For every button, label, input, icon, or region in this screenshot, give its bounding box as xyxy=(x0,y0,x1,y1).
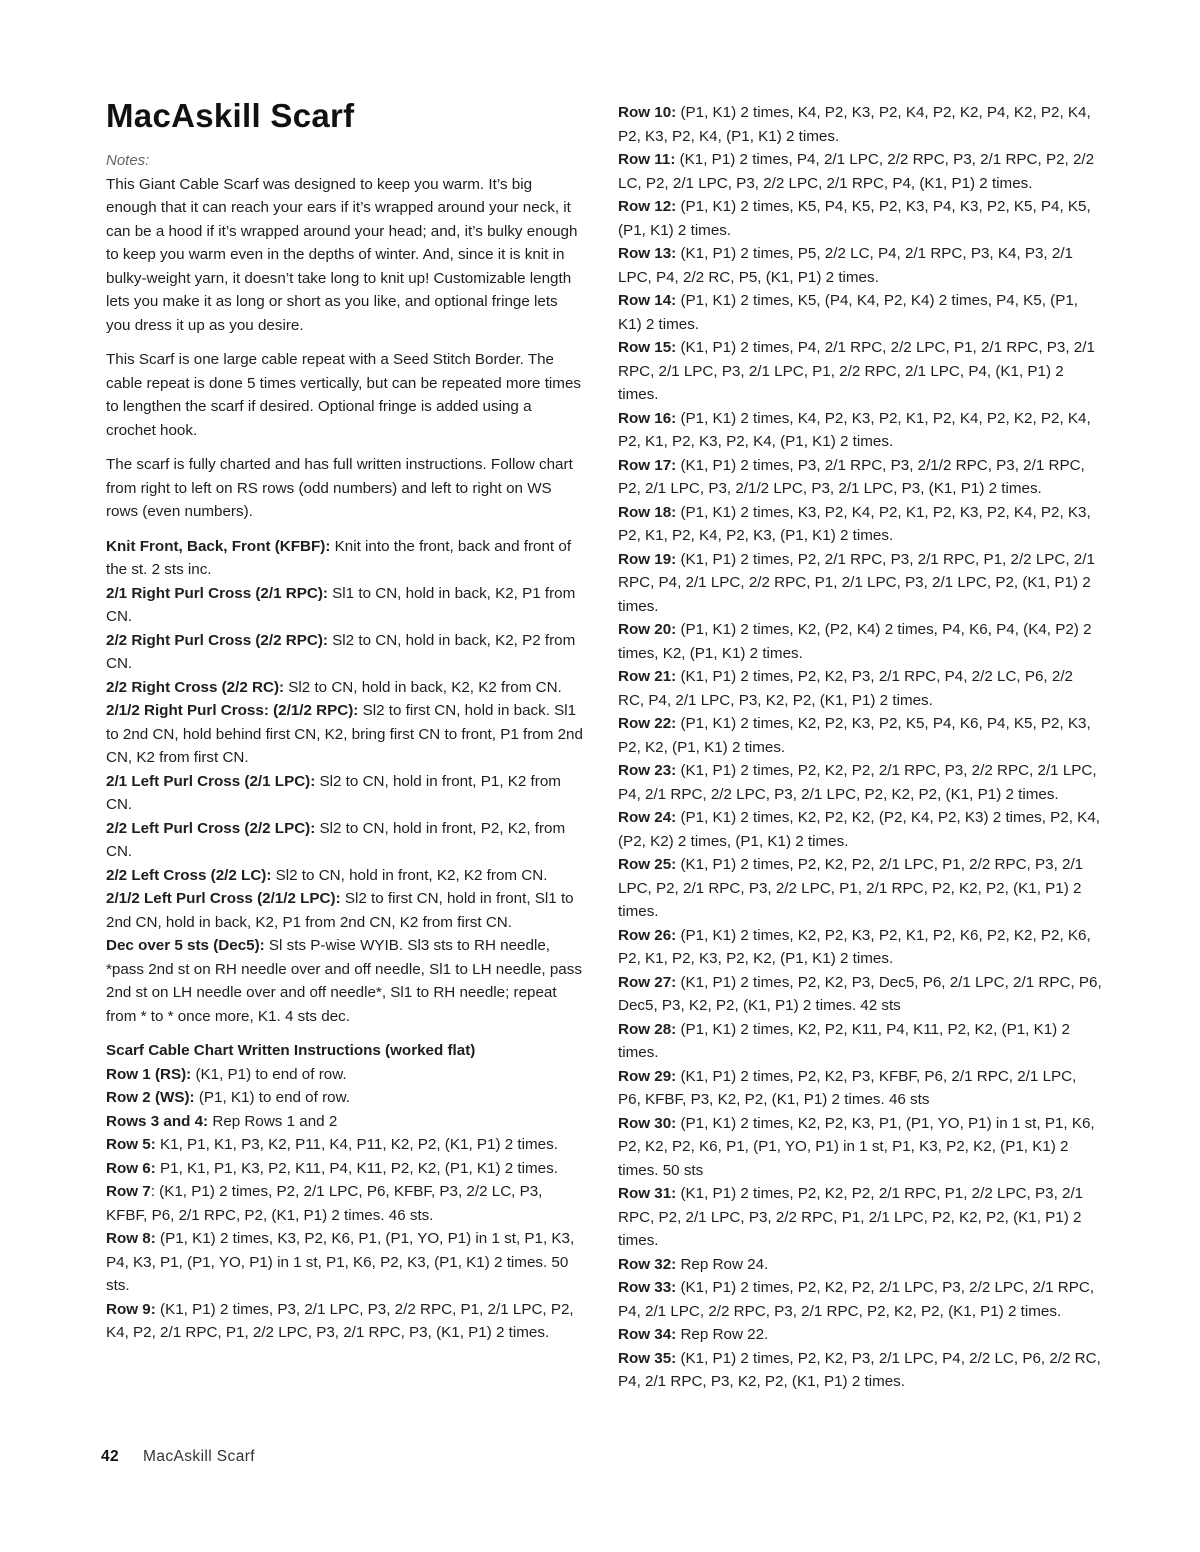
row-text: Rep Rows 1 and 2 xyxy=(208,1112,338,1130)
instructions-heading: Scarf Cable Chart Written Instructions (worked flat) xyxy=(106,1042,476,1059)
definition-text: Sl2 to CN, hold in front, P2, K2, from CN. xyxy=(106,819,566,860)
left-column xyxy=(106,149,584,1345)
row-label: Row 20: xyxy=(618,621,677,638)
page-footer xyxy=(101,1448,255,1466)
definition-text: Sl2 to CN, hold in front, K2, K2 from CN. xyxy=(271,866,548,884)
definition-item xyxy=(106,582,584,629)
row-instruction xyxy=(618,454,1102,501)
row-instruction xyxy=(618,336,1102,407)
row-text: (P1, K1) 2 times, K4, P2, K3, P2, K1, P2, K4, P2, K2, P2, K4, P2, K1, P2, K3, P2, K4, (P1, K1) 2 times. xyxy=(618,409,1091,450)
definition-item xyxy=(106,934,584,1028)
page-title: MacAskill Scarf xyxy=(106,97,355,134)
row-text: (K1, P1) 2 times, P2, K2, P3, Dec5, P6, 2/1 LPC, 2/1 RPC, P6, Dec5, P3, K2, P2, (K1, P1) 2 times. 42 sts xyxy=(618,973,1102,1014)
row-label: Row 31: xyxy=(618,1185,677,1202)
row-instruction xyxy=(618,1182,1102,1253)
row-text: (P1, K1) 2 times, K5, (P4, K4, P2, K4) 2 times, P4, K5, (P1, K1) 2 times. xyxy=(618,292,1079,333)
definition-term: 2/2 Left Purl Cross (2/2 LPC): xyxy=(106,819,316,837)
definition-item xyxy=(106,887,584,934)
definition-term: 2/1 Left Purl Cross (2/1 LPC): xyxy=(106,772,316,790)
row-text: (P1, K1) to end of row. xyxy=(194,1089,350,1106)
definition-item xyxy=(106,676,584,700)
row-label: Row 34: xyxy=(618,1326,677,1343)
definition-text: Sl2 to CN, hold in front, P1, K2 from CN. xyxy=(106,772,561,813)
row-text: (K1, P1) 2 times, P2, K2, P3, 2/1 RPC, P4, 2/2 LC, P6, 2/2 RC, P4, 2/1 LPC, P3, K2, P2, (K1, P1) 2 times. xyxy=(618,668,1073,709)
row-instruction xyxy=(618,289,1102,336)
definition-text: Sl2 to CN, hold in back, K2, P2 from CN. xyxy=(106,631,576,672)
row-label: Row 6: xyxy=(106,1159,156,1177)
definition-text: Sl sts P-wise WYIB. Sl3 sts to RH needle, *pass 2nd st on RH needle over and off needle, Sl1 to LH needle, pass 2nd st on LH needle over and off needle*, Sl1 to RH needle; repeat from * to * once more, K1. 4 sts dec. xyxy=(106,937,582,1025)
row-instruction xyxy=(618,1347,1102,1394)
row-text: (K1, P1) 2 times, P3, 2/1 LPC, P3, 2/2 RPC, P1, 2/1 LPC, P2, K4, P2, 2/1 RPC, P1, 2/2 LPC, P3, 2/1 RPC, P3, (K1, P1) 2 times. xyxy=(106,1300,574,1341)
row-text: Rep Row 24. xyxy=(676,1255,769,1273)
row-instruction xyxy=(618,548,1102,619)
row-text: (P1, K1) 2 times, K2, P2, K11, P4, K11, P2, K2, (P1, K1) 2 times. xyxy=(618,1020,1070,1061)
row-instruction xyxy=(618,101,1102,148)
row-label: Row 11: xyxy=(618,151,676,168)
row-instruction xyxy=(618,759,1102,806)
row-text: (K1, P1) 2 times, P2, 2/1 RPC, P3, 2/1 RPC, P1, 2/2 LPC, 2/1 RPC, P4, 2/1 LPC, 2/2 RPC, P1, 2/1 LPC, P3, 2/1 LPC, P2, (K1, P1) 2 times. xyxy=(618,550,1095,615)
stitch-definitions xyxy=(106,535,584,1029)
definition-term: 2/1 Right Purl Cross (2/1 RPC): xyxy=(106,584,328,602)
row-label: Row 16: xyxy=(618,409,677,427)
row-text: : (K1, P1) 2 times, P2, 2/1 LPC, P6, KFBF, P3, 2/2 LC, P3, KFBF, P6, 2/1 RPC, P2, (K1, P1) 2 times. 46 sts. xyxy=(106,1183,543,1224)
row-label: Row 33: xyxy=(618,1279,677,1296)
definition-item xyxy=(106,864,584,888)
definition-text: Sl2 to first CN, hold in back. Sl1 to 2nd CN, hold behind first CN, K2, bring first CN to front, P1 from 2nd CN, K2 from first CN. xyxy=(106,702,583,766)
row-instruction xyxy=(618,501,1102,548)
row-instruction xyxy=(618,971,1102,1018)
row-instructions-right xyxy=(618,101,1102,1394)
row-text: (P1, K1) 2 times, K5, P4, K5, P2, K3, P4, K3, P2, K5, P4, K5, (P1, K1) 2 times. xyxy=(618,198,1091,239)
page-number: 42 xyxy=(101,1448,120,1465)
row-instruction xyxy=(618,1112,1102,1183)
row-text: (P1, K1) 2 times, K2, P2, K3, P2, K1, P2, K6, P2, K2, P2, K6, P2, K1, P2, K3, P2, K2, (P1, K1) 2 times. xyxy=(618,926,1091,967)
row-instruction xyxy=(106,1157,584,1181)
row-label: Row 8: xyxy=(106,1230,156,1247)
intro-paragraph: This Scarf is one large cable repeat with a Seed Stitch Border. The cable repeat is done 5 times vertically, but can be repeated more times to lengthen the scarf if desired. Optional fringe is added using a crochet hook. xyxy=(106,351,581,439)
definition-term: 2/1/2 Right Purl Cross: (2/1/2 RPC): xyxy=(106,702,359,719)
row-text: (P1, K1) 2 times, K2, P2, K3, P1, (P1, YO, P1) in 1 st, P1, K6, P2, K2, P2, K6, P1, (P1, YO, P1) in 1 st, P1, K3, P2, K2, (P1, K1) 2 times. 50 sts xyxy=(618,1114,1095,1179)
row-label: Row 22: xyxy=(618,715,677,732)
definition-text: Sl2 to first CN, hold in front, Sl1 to 2nd CN, hold in back, K2, P1 from 2nd CN, K2 from first CN. xyxy=(106,890,574,931)
row-text: (K1, P1) 2 times, P2, K2, P3, KFBF, P6, 2/1 RPC, 2/1 LPC, P6, KFBF, P3, K2, P2, (K1, P1) 2 times. 46 sts xyxy=(618,1067,1077,1108)
row-text: (P1, K1) 2 times, K2, P2, K3, P2, K5, P4, K6, P4, K5, P2, K3, P2, K2, (P1, K1) 2 times. xyxy=(618,715,1091,756)
row-text: (P1, K1) 2 times, K3, P2, K4, P2, K1, P2, K3, P2, K4, P2, K3, P2, K1, P2, K4, P2, K3, (P1, K1) 2 times. xyxy=(618,503,1091,544)
row-label: Rows 3 and 4: xyxy=(106,1112,209,1130)
definition-term: 2/2 Right Purl Cross (2/2 RPC): xyxy=(106,631,328,649)
row-instruction xyxy=(618,242,1102,289)
row-label: Row 30: xyxy=(618,1114,677,1132)
row-text: (K1, P1) 2 times, P2, K2, P2, 2/1 RPC, P1, 2/2 LPC, P3, 2/1 RPC, P2, 2/1 LPC, P3, 2/2 RPC, P1, 2/1 LPC, P2, K2, P2, (K1, P1) 2 times. xyxy=(618,1185,1084,1249)
row-label: Row 2 (WS): xyxy=(106,1089,195,1106)
row-instructions-left xyxy=(106,1063,584,1345)
row-label: Row 21: xyxy=(618,668,677,685)
row-instruction xyxy=(618,1323,1102,1347)
row-instruction xyxy=(618,1018,1102,1065)
row-instruction xyxy=(106,1180,584,1227)
row-label: Row 35: xyxy=(618,1349,677,1367)
row-label: Row 7 xyxy=(106,1183,151,1200)
row-label: Row 17: xyxy=(618,456,677,474)
row-instruction xyxy=(618,407,1102,454)
intro-paragraph: The scarf is fully charted and has full written instructions. Follow chart from right to left on RS rows (odd numbers) and left to right on WS rows (even numbers). xyxy=(106,456,573,520)
row-label: Row 27: xyxy=(618,973,677,991)
row-label: Row 14: xyxy=(618,292,677,309)
row-instruction xyxy=(106,1227,584,1298)
definition-text: Sl1 to CN, hold in back, K2, P1 from CN. xyxy=(106,584,576,625)
row-text: (K1, P1) 2 times, P2, K2, P2, 2/1 LPC, P3, 2/2 LPC, 2/1 RPC, P4, 2/1 LPC, 2/2 RPC, P3, 2/1 RPC, P2, K2, P2, (K1, P1) 2 times. xyxy=(618,1279,1095,1320)
definition-text: Knit into the front, back and front of the st. 2 sts inc. xyxy=(106,537,572,578)
row-label: Row 15: xyxy=(618,339,677,356)
row-text: (K1, P1) 2 times, P4, 2/1 RPC, 2/2 LPC, P1, 2/1 RPC, P3, 2/1 RPC, 2/1 LPC, P3, 2/1 LPC, P1, 2/2 RPC, 2/1 LPC, P4, (K1, P1) 2 times. xyxy=(618,339,1095,403)
row-instruction xyxy=(618,712,1102,759)
row-instruction xyxy=(618,618,1102,665)
row-text: K1, P1, K1, P3, K2, P11, K4, P11, K2, P2, (K1, P1) 2 times. xyxy=(155,1136,558,1153)
row-instruction xyxy=(106,1110,584,1134)
row-text: (P1, K1) 2 times, K2, P2, K2, (P2, K4, P2, K3) 2 times, P2, K4, (P2, K2) 2 times, (P1, K1) 2 times. xyxy=(618,809,1100,850)
intro-paragraph: This Giant Cable Scarf was designed to keep you warm. It’s big enough that it can reach your ears if it’s wrapped around your neck, it can be a hood if it’s wrapped around your head; and, it’s bulky enough to keep you warm even in the depths of winter. And, since it is knit in bulky-weight yarn, it doesn’t take long to knit up! Customizable length lets you make it as long or short as you like, and optional fringe lets you dress it up as you desire. xyxy=(106,175,578,334)
row-text: (K1, P1) 2 times, P2, K2, P3, 2/1 LPC, P4, 2/2 LC, P6, 2/2 RC, P4, 2/1 RPC, P3, K2, P2, (K1, P1) 2 times. xyxy=(618,1349,1101,1390)
definition-item xyxy=(106,535,584,582)
row-text: (P1, K1) 2 times, K3, P2, K6, P1, (P1, YO, P1) in 1 st, P1, K3, P4, K3, P1, (P1, YO, P1) in 1 st, P1, K6, P2, K3, (P1, K1) 2 times. 50 sts. xyxy=(106,1230,575,1294)
row-label: Row 10: xyxy=(618,104,677,121)
row-instruction xyxy=(106,1298,584,1345)
row-text: (K1, P1) to end of row. xyxy=(191,1065,347,1083)
row-text: (K1, P1) 2 times, P2, K2, P2, 2/1 RPC, P3, 2/2 RPC, 2/1 LPC, P4, 2/1 RPC, 2/2 LPC, P3, 2/1 LPC, P2, K2, P2, (K1, P1) 2 times. xyxy=(618,762,1097,803)
row-text: P1, K1, P1, K3, P2, K11, P4, K11, P2, K2, (P1, K1) 2 times. xyxy=(155,1159,558,1177)
row-label: Row 19: xyxy=(618,550,677,568)
definition-term: 2/2 Right Cross (2/2 RC): xyxy=(106,678,285,696)
row-label: Row 24: xyxy=(618,809,677,826)
row-instruction xyxy=(618,806,1102,853)
row-label: Row 5: xyxy=(106,1136,156,1153)
row-instruction xyxy=(618,195,1102,242)
row-instruction xyxy=(106,1063,584,1087)
row-instruction xyxy=(618,1065,1102,1112)
row-label: Row 13: xyxy=(618,245,677,262)
definition-item xyxy=(106,817,584,864)
row-instruction xyxy=(618,924,1102,971)
row-label: Row 18: xyxy=(618,503,677,521)
definition-text: Sl2 to CN, hold in back, K2, K2 from CN. xyxy=(284,678,562,696)
row-label: Row 9: xyxy=(106,1300,156,1318)
row-text: (K1, P1) 2 times, P2, K2, P2, 2/1 LPC, P1, 2/2 RPC, P3, 2/1 LPC, P2, 2/1 RPC, P3, 2/2 LPC, P1, 2/1 RPC, P2, K2, P2, (K1, P1) 2 times. xyxy=(618,856,1084,920)
definition-term: Knit Front, Back, Front (KFBF): xyxy=(106,537,331,555)
row-text: (K1, P1) 2 times, P4, 2/1 LPC, 2/2 RPC, P3, 2/1 RPC, P2, 2/2 LC, P2, 2/1 LPC, P3, 2/2 LPC, 2/1 RPC, P4, (K1, P1) 2 times. xyxy=(618,151,1095,192)
definition-term: 2/2 Left Cross (2/2 LC): xyxy=(106,866,272,884)
running-title: MacAskill Scarf xyxy=(143,1448,255,1465)
row-instruction xyxy=(106,1133,584,1157)
definition-item xyxy=(106,770,584,817)
row-instruction xyxy=(618,853,1102,924)
row-instruction xyxy=(618,665,1102,712)
definition-term: Dec over 5 sts (Dec5): xyxy=(106,937,265,954)
row-label: Row 12: xyxy=(618,198,677,215)
row-instruction xyxy=(618,148,1102,195)
row-label: Row 32: xyxy=(618,1255,677,1273)
row-label: Row 26: xyxy=(618,926,677,944)
definition-item xyxy=(106,699,584,770)
row-instruction xyxy=(618,1253,1102,1277)
notes-label: Notes: xyxy=(106,152,150,169)
row-instruction xyxy=(618,1276,1102,1323)
row-text: (K1, P1) 2 times, P3, 2/1 RPC, P3, 2/1/2 RPC, P3, 2/1 RPC, P2, 2/1 LPC, P3, 2/1/2 LPC, P3, 2/1 LPC, P3, (K1, P1) 2 times. xyxy=(618,456,1085,497)
row-label: Row 1 (RS): xyxy=(106,1065,192,1083)
row-instruction xyxy=(106,1086,584,1110)
row-text: (P1, K1) 2 times, K4, P2, K3, P2, K4, P2, K2, P4, K2, P2, K4, P2, K3, P2, K4, (P1, K1) 2 times. xyxy=(618,104,1091,145)
row-text: Rep Row 22. xyxy=(676,1326,769,1343)
row-label: Row 28: xyxy=(618,1020,677,1038)
row-label: Row 23: xyxy=(618,762,677,779)
row-text: (K1, P1) 2 times, P5, 2/2 LC, P4, 2/1 RPC, P3, K4, P3, 2/1 LPC, P4, 2/2 RC, P5, (K1, P1) 2 times. xyxy=(618,245,1073,286)
definition-item xyxy=(106,629,584,676)
row-label: Row 25: xyxy=(618,856,677,873)
definition-term: 2/1/2 Left Purl Cross (2/1/2 LPC): xyxy=(106,890,341,907)
row-text: (P1, K1) 2 times, K2, (P2, K4) 2 times, P4, K6, P4, (K4, P2) 2 times, K2, (P1, K1) 2 times. xyxy=(618,621,1092,662)
row-label: Row 29: xyxy=(618,1067,677,1085)
